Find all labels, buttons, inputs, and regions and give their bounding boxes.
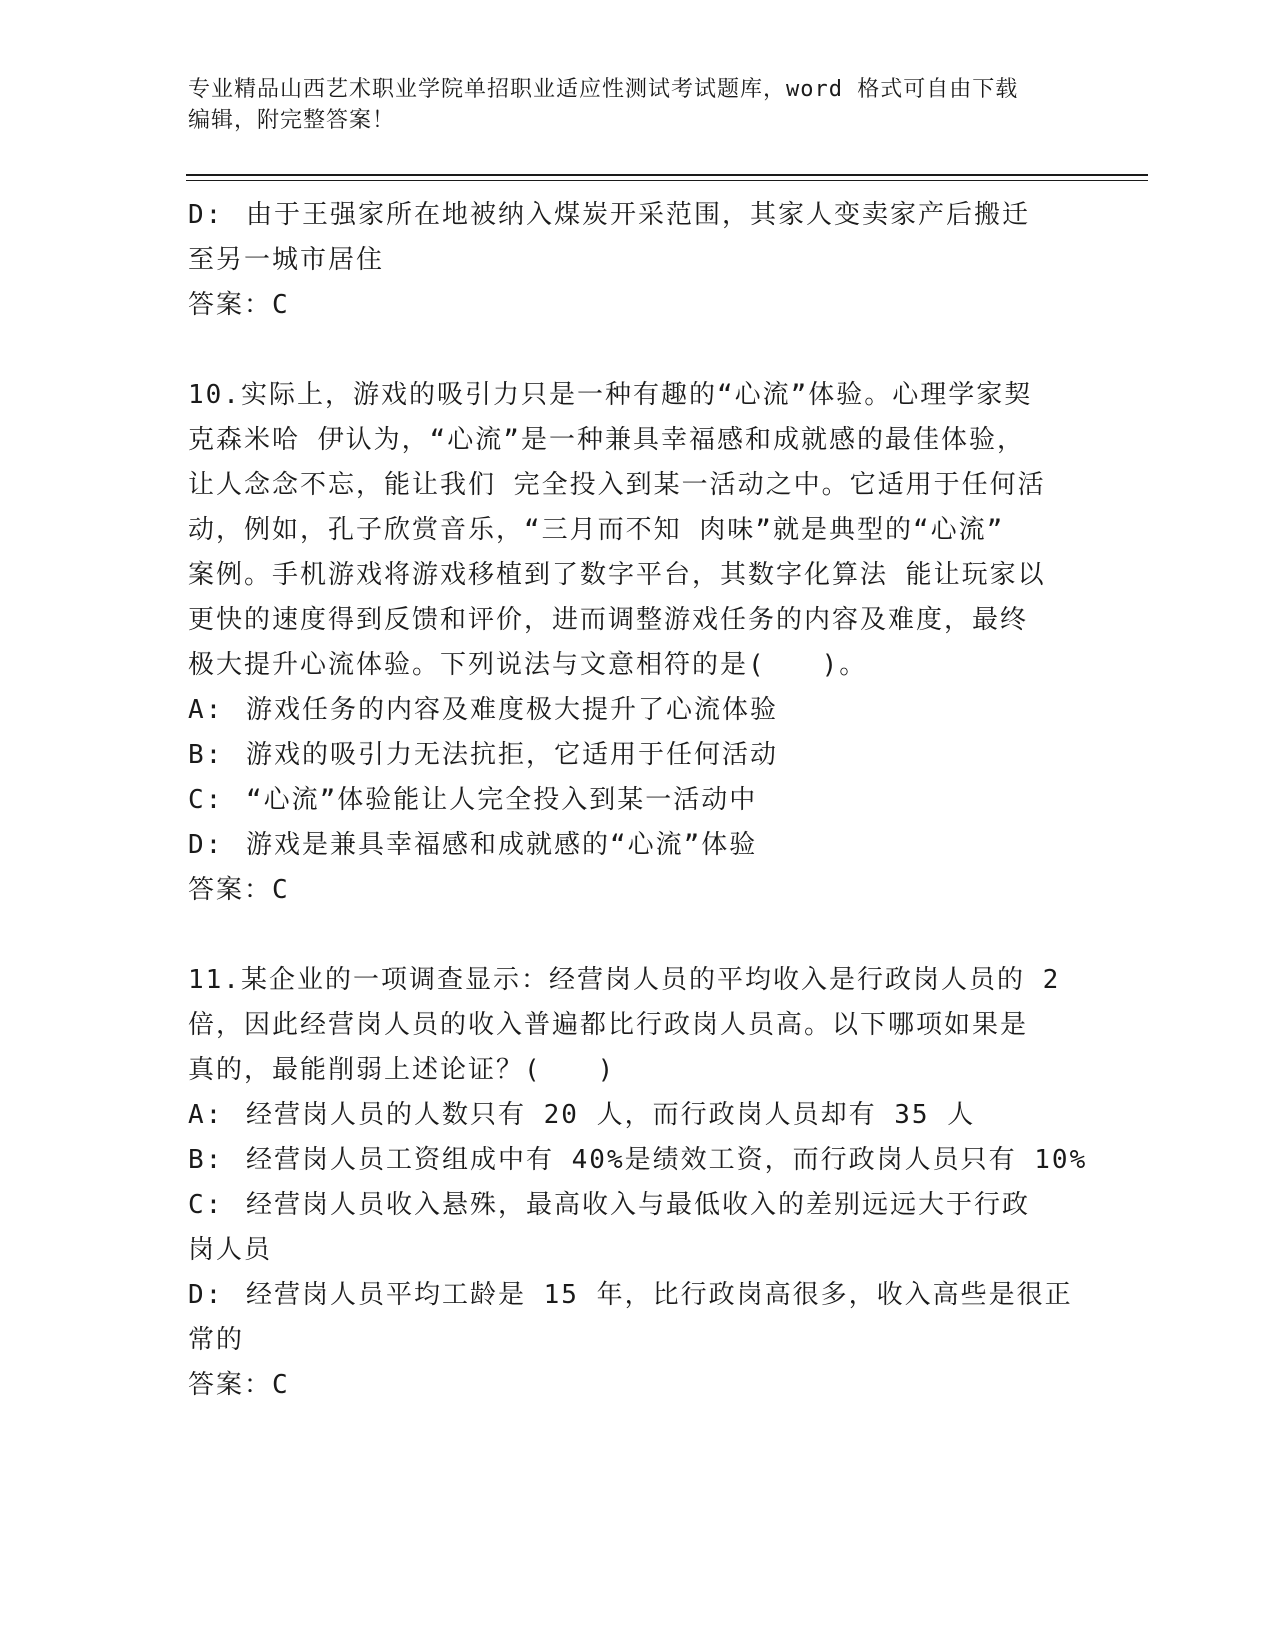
option-b [188,1138,1088,1183]
option-c [188,1183,1068,1228]
option-a [188,1093,1068,1138]
question-11 [188,958,1088,1408]
answer-line: 答案：C [188,875,290,905]
header-divider-thick [186,174,1148,176]
option-text: “心流”体验能让人完全投入到某一活动中 [246,785,758,815]
header-divider-thin [186,180,1148,181]
option-label: A: [188,1100,224,1130]
question-stem-line: 动，例如，孔子欣赏音乐，“三月而不知 肉味”就是典型的“心流” [188,515,1005,545]
answer-line: 答案：C [188,290,290,320]
header-line-1: 专业精品山西艺术职业学院单招职业适应性测试考试题库，word 格式可自由下载 [188,77,1019,102]
option-text: 游戏是兼具幸福感和成就感的“心流”体验 [246,830,758,860]
previous-question-tail [188,193,1068,328]
option-d [188,193,1068,238]
document-body [188,193,1088,1408]
question-stem-line: 克森米哈 伊认为，“心流”是一种兼具幸福感和成就感的最佳体验， [188,425,1025,455]
option-d-continuation: 至另一城市居住 [188,245,385,275]
option-label: C: [188,785,224,815]
spacer [188,328,1068,373]
option-label: D: [188,200,224,230]
spacer [188,913,1068,958]
option-text: 经营岗人员的人数只有 20 人，而行政岗人员却有 35 人 [246,1100,976,1130]
option-text: 游戏任务的内容及难度极大提升了心流体验 [246,695,779,725]
option-b [188,733,1068,778]
question-10 [188,373,1068,913]
option-text: 经营岗人员工资组成中有 40%是绩效工资，而行政岗人员只有 10% [246,1145,1088,1175]
option-label: B: [188,1145,224,1175]
document-header [188,74,1068,136]
question-stem-line: 让人念念不忘，能让我们 完全投入到某一活动之中。它适用于任何活 [188,470,1046,500]
question-stem-line: 倍，因此经营岗人员的收入普遍都比行政岗人员高。以下哪项如果是 [188,1010,1029,1040]
question-stem-line: 极大提升心流体验。下列说法与文意相符的是( )。 [188,650,868,680]
option-text: 经营岗人员收入悬殊，最高收入与最低收入的差别远远大于行政 [246,1190,1031,1220]
question-stem-line: 更快的速度得到反馈和评价，进而调整游戏任务的内容及难度，最终 [188,605,1029,635]
option-label: D: [188,1280,224,1310]
option-text: 由于王强家所在地被纳入煤炭开采范围，其家人变卖家产后搬迁 [246,200,1031,230]
option-label: B: [188,740,224,770]
header-line-2: 编辑，附完整答案！ [188,108,396,133]
option-label: A: [188,695,224,725]
option-text: 游戏的吸引力无法抗拒，它适用于任何活动 [246,740,779,770]
option-a [188,688,1068,733]
question-stem-line: 11.某企业的一项调查显示：经营岗人员的平均收入是行政岗人员的 2 [188,965,1061,995]
option-d [188,823,1068,868]
option-d-continuation: 常的 [188,1325,245,1355]
option-c [188,778,1068,823]
question-stem-line: 真的，最能削弱上述论证？( ) [188,1055,616,1085]
option-c-continuation: 岗人员 [188,1235,273,1265]
option-text: 经营岗人员平均工龄是 15 年，比行政岗高很多，收入高些是很正 [246,1280,1073,1310]
option-label: D: [188,830,224,860]
option-label: C: [188,1190,224,1220]
option-d [188,1273,1073,1318]
question-stem-line: 10.实际上，游戏的吸引力只是一种有趣的“心流”体验。心理学家契 [188,380,1033,410]
question-stem-line: 案例。手机游戏将游戏移植到了数字平台，其数字化算法 能让玩家以 [188,560,1046,590]
answer-line: 答案：C [188,1370,290,1400]
